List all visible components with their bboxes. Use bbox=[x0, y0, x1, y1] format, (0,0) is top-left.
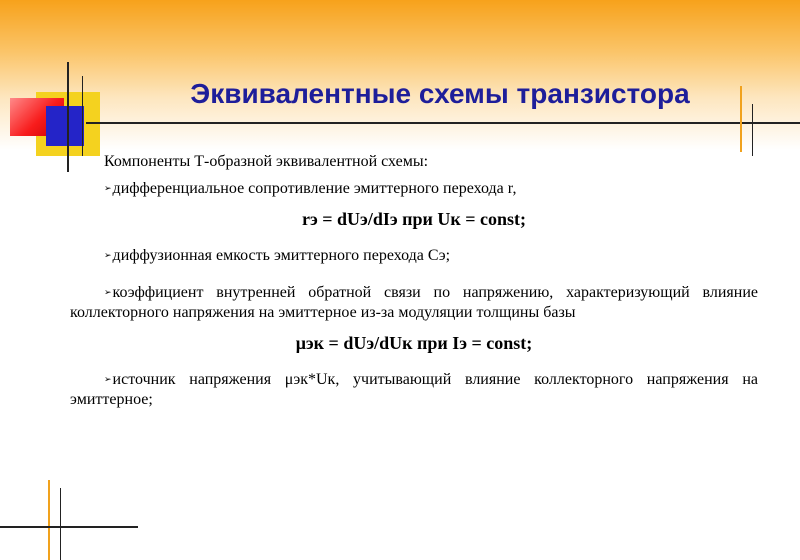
list-item-text: диффузионная емкость эмиттерного перехода Сэ; bbox=[112, 247, 451, 264]
intro-text: Компоненты Т-образной эквивалентной схемы: bbox=[104, 153, 429, 170]
list-item-text: коэффициент внутренней обратной связи по напряжению, характеризующий влияние коллекторного напряжения на эмиттерное из-за модуляции толщины базы bbox=[70, 284, 758, 321]
decor-line-vertical bbox=[752, 104, 753, 156]
list-item-text: источник напряжения μэк*Uк, учитывающий влияние коллекторного напряжения на эмиттерное; bbox=[70, 371, 758, 408]
list-item bbox=[104, 178, 758, 199]
list-item-text: дифференциальное сопротивление эмиттерного перехода r, bbox=[112, 180, 517, 197]
header-gradient bbox=[0, 0, 800, 150]
formula-re: rэ = dUэ/dIэ при Uк = const; bbox=[302, 209, 526, 229]
decor-line-horizontal bbox=[0, 526, 138, 528]
slide-title: Эквивалентные схемы транзистора bbox=[190, 78, 690, 109]
slide-content bbox=[70, 152, 758, 410]
decor-line-horizontal bbox=[86, 122, 800, 124]
list-item bbox=[70, 282, 758, 323]
decor-line-orange bbox=[48, 480, 50, 560]
list-item bbox=[70, 369, 758, 410]
formula-mu: μэк = dUэ/dUк при Iэ = const; bbox=[295, 333, 533, 353]
list-item bbox=[104, 245, 758, 266]
decor-blue-square bbox=[46, 106, 84, 146]
decor-line-vertical bbox=[60, 488, 61, 560]
